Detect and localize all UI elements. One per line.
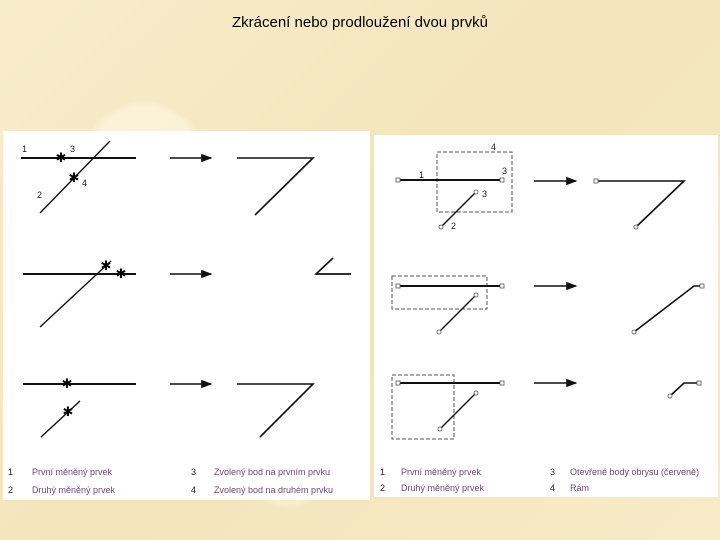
legend-number: 1 (8, 467, 14, 477)
second-element-line (441, 192, 476, 227)
right-diagram (374, 135, 718, 497)
contour-open-point (474, 391, 478, 395)
callout-1: 1 (419, 170, 425, 180)
contour-open-point (396, 381, 400, 385)
frame-rectangle (392, 276, 487, 309)
callout-4: 4 (82, 178, 88, 188)
legend-text: První měněný prvek (401, 467, 482, 477)
legend-number: 4 (191, 485, 197, 495)
selected-point-marker: ✱ (61, 376, 73, 391)
contour-open-point (632, 330, 636, 334)
left-diagram-panel (3, 131, 370, 500)
callout-2: 2 (451, 221, 457, 231)
right-row-2-result (634, 286, 702, 332)
legend-number: 3 (550, 467, 556, 477)
right-diagram-panel (374, 135, 718, 497)
contour-open-point (700, 284, 704, 288)
second-element-line (440, 393, 476, 429)
left-row-3-before (23, 376, 136, 437)
contour-open-point (437, 330, 441, 334)
right-row-1-result (596, 181, 684, 227)
selected-point-marker: ✱ (68, 170, 80, 185)
callout-3: 3 (502, 166, 508, 176)
left-row-1-result (237, 158, 313, 215)
selected-point-marker: ✱ (115, 266, 127, 281)
contour-open-point (500, 178, 504, 182)
selected-point-marker: ✱ (62, 404, 74, 419)
contour-open-point (594, 179, 598, 183)
legend-number: 1 (380, 467, 386, 477)
contour-open-point (474, 293, 478, 297)
contour-open-point (396, 178, 400, 182)
contour-open-point (668, 394, 672, 398)
selected-point-marker: ✱ (100, 258, 112, 273)
contour-open-point (634, 225, 638, 229)
left-row-1-before (21, 141, 136, 213)
legend-text: Rám (570, 483, 590, 493)
right-row-2-before (392, 276, 504, 334)
legend-number: 2 (380, 483, 386, 493)
left-diagram (3, 131, 370, 500)
callout-1: 1 (22, 144, 28, 154)
callout-3: 3 (70, 144, 76, 154)
contour-open-point (396, 284, 400, 288)
contour-open-point (474, 190, 478, 194)
selected-point-marker: ✱ (55, 150, 67, 165)
left-row-3-result (237, 384, 313, 437)
callout-3: 3 (482, 189, 488, 199)
callout-4: 4 (491, 142, 497, 152)
legend-text: Zvolený bod na prvním prvku (214, 467, 331, 477)
second-element-line (41, 401, 80, 437)
left-row-2-before (23, 258, 136, 327)
legend-text: Druhý měněný prvek (32, 485, 116, 495)
frame-rectangle (392, 375, 454, 439)
contour-open-point (697, 381, 701, 385)
callout-2: 2 (37, 190, 43, 200)
right-row-3-before (392, 375, 504, 439)
second-element-line (439, 295, 476, 332)
legend-number: 2 (8, 485, 14, 495)
right-row-1-before (396, 142, 512, 231)
legend-text: Druhý měněný prvek (401, 483, 485, 493)
contour-open-point (438, 427, 442, 431)
right-row-3-result (670, 383, 699, 396)
legend-number: 3 (191, 467, 197, 477)
contour-open-point (500, 381, 504, 385)
legend-text: První měněný prvek (32, 467, 113, 477)
legend-text: Zvolený bod na druhém prvku (214, 485, 334, 495)
contour-open-point (439, 225, 443, 229)
contour-open-point (500, 284, 504, 288)
page-title: Zkrácení nebo prodloužení dvou prvků (232, 14, 488, 31)
left-row-2-result-branch (316, 258, 351, 274)
legend-number: 4 (550, 483, 556, 493)
legend-text: Otevřené body obrysu (červeně) (570, 467, 700, 477)
